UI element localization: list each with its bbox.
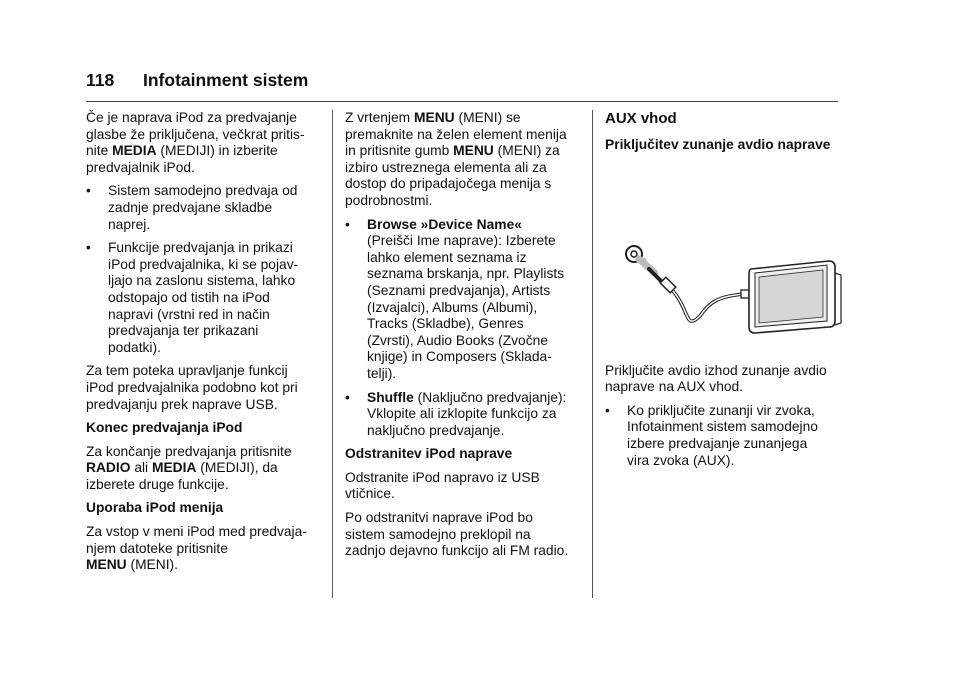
bullet-glyph: •	[605, 402, 610, 418]
bullet-item: • Sistem samodejno predvaja od zadnje predvajane skladbe naprej.	[86, 183, 298, 232]
menu-item-title: Shuffle	[367, 389, 414, 405]
subheading: Uporaba iPod menija	[86, 500, 224, 516]
paragraph: Za vstop v meni iPod med predvaja- njem datoteke pritisnite MENU (MENI).	[86, 524, 307, 573]
column-middle	[345, 110, 583, 567]
section-heading: AUX vhod	[605, 110, 677, 127]
paragraph: Priključite avdio izhod zunanje avdio naprave na AUX vhod.	[605, 362, 827, 395]
subheading: Odstranitev iPod naprave	[345, 446, 513, 462]
column-divider	[332, 110, 333, 598]
subheading: Konec predvajanja iPod	[86, 420, 243, 436]
menu-item-title: Browse »Device Name«	[367, 216, 522, 232]
page-header	[86, 70, 838, 102]
page-number: 118	[86, 70, 115, 90]
key-label: MEDIA	[151, 460, 197, 476]
key-label: RADIO	[86, 460, 131, 476]
column-right	[605, 110, 843, 476]
paragraph: Po odstranitvi naprave iPod bo sistem samodejno preklopil na zadnjo dejavno funkcijo ali FM radio.	[345, 510, 569, 559]
key-label: MEDIA	[112, 143, 157, 159]
key-label: MENU	[453, 143, 494, 159]
paragraph: Če je naprava iPod za predvajanje glasbe že priključena, večkrat pritis- nite MEDIA (MEDIJI) in izberite predvajalnik iPod.	[86, 110, 305, 175]
bullet-item: • Funkcije predvajanja in prikazi iPod predvajalnika, ki se pojav- ljajo na zaslonu sistema, lahko odstopajo od tistih na iPod napravi (vrstni red in način predvajanja ter prikazani podatki).	[86, 240, 299, 355]
aux-device-illustration	[605, 161, 843, 357]
bullet-item: • Browse »Device Name« (Preišči Ime naprave): Izberete lahko element seznama iz seznama brskanja, npr. Playlists (Seznami predvajanja), Artists (Izvajalci), Albums (Albumi), Tracks (Skladbe), Genres (Zvrsti), Audio Books (Zvočne knjige) in Composers (Sklada- telji).	[345, 217, 583, 383]
paragraph: Za končanje predvajanja pritisnite RADIO ali MEDIA (MEDIJI), da izberete druge funkcije.	[86, 443, 292, 492]
bullet-item: • Shuffle (Naključno predvajanje): Vklopite ali izklopite funkcijo za naključno predvajanje.	[345, 389, 567, 438]
aux-cable-device-icon	[605, 161, 843, 357]
paragraph: Za tem poteka upravljanje funkcij iPod predvajalnika podobno kot pri predvajanju prek naprave USB.	[86, 363, 298, 412]
subheading: Priključitev zunanje avdio naprave	[605, 137, 831, 152]
column-left	[86, 110, 326, 581]
bullet-glyph: •	[345, 216, 350, 232]
bullet-glyph: •	[86, 240, 91, 256]
paragraph: Z vrtenjem MENU (MENI) se premaknite na želen element menija in pritisnite gumb MENU (MENI) za izbiro ustreznega elementa ali za dostop do pripadajočega menija s podrobnostmi.	[345, 110, 567, 208]
key-label: MENU	[414, 110, 455, 125]
page-title: Infotainment sistem	[143, 70, 309, 90]
bullet-glyph: •	[86, 183, 91, 199]
bullet-glyph: •	[345, 389, 350, 405]
key-label: MENU	[86, 557, 127, 573]
column-divider	[592, 110, 593, 598]
bullet-item: • Ko priključite zunanji vir zvoka, Infotainment sistem samodejno izbere predvajanje zunanjega vira zvoka (AUX).	[605, 402, 818, 468]
paragraph: Odstranite iPod napravo iz USB vtičnice.	[345, 469, 540, 502]
header-rule	[86, 101, 838, 102]
